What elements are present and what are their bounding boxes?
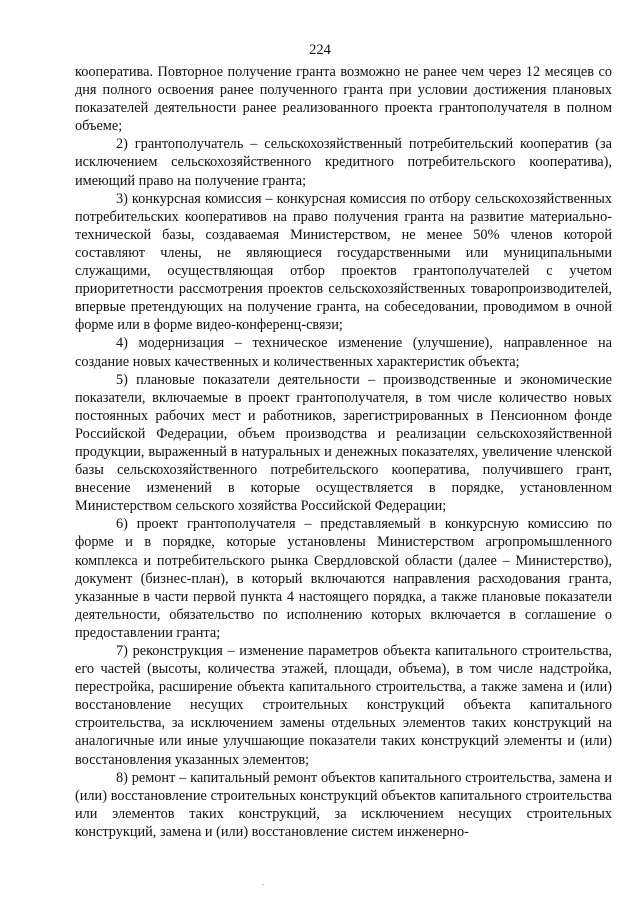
- paragraph-definition-modernization: 4) модернизация – техническое изменение (улучшение), направленное на создание новых качественных и количественных характеристик объекта;: [75, 335, 612, 370]
- paragraph-definition-commission: 3) конкурсная комиссия – конкурсная комиссия по отбору сельскохозяйственных потребительских кооперативов на право получения гранта на развитие материально-технической базы, создаваемая Министерством, не менее 50% членов которой составляют члены, не являющиеся государственными или муниципальными служащими, осуществляющая отбор проектов грантополучателей с учетом приоритетности рассмотрения проектов сельскохозяйственных товаропроизводителей, впервые претендующих на получение гранта, на собеседовании, проводимом в очной форме или в форме видео-конференц-связи;: [75, 190, 612, 334]
- paragraph-definition-repair: 8) ремонт – капитальный ремонт объектов капитального строительства, замена и (или) восстановление строительных конструкций объектов капитального строительства или элементов таких конструкций, за исключением несущих строительных конструкций, замена и (или) восстановление систем инженерно-: [75, 769, 612, 840]
- paragraph-definition-planned-indicators: 5) плановые показатели деятельности – производственные и экономические показатели, включаемые в проект грантополучателя, в том числе количество новых постоянных рабочих мест и работников, зарегистрированных в Пенсионном фонде Российской Федерации, объем производства и реализации сельскохозяйственной продукции, выраженный в натуральных и денежных показателях, увеличение членской базы сельскохозяйственного потребительского кооператива, получившего грант, внесение изменений в которые осуществляется в порядке, установленном Министерством сельского хозяйства Российской Федерации;: [75, 371, 612, 515]
- page-number: 224: [309, 42, 331, 58]
- paragraph-definition-reconstruction: 7) реконструкция – изменение параметров объекта капитального строительства, его частей (высоты, количества этажей, площади, объема), в том числе надстройка, перестройка, расширение объекта капитального строительства, а также замена и (или) восстановление несущих строительных конструкций объекта капитального строительства, за исключением замены отдельных элементов таких конструкций на аналогичные или иные улучшающие показатели таких конструкций элементы и (или) восстановления указанных элементов;: [75, 643, 612, 768]
- paragraph-definition-grantee-project: 6) проект грантополучателя – представляемый в конкурсную комиссию по форме и в порядке, которые установлены Министерством агропромышленного комплекса и потребительского рынка Свердловской области (далее – Министерство), документ (бизнес-план), в который включаются направления расходования гранта, указанные в части первой пункта 4 настоящего порядка, а также плановые показатели деятельности, обязательство по исполнению которых включается в соглашение о предоставлении гранта;: [75, 516, 612, 641]
- scan-artifact: [262, 884, 264, 885]
- paragraph-continuation: кооператива. Повторное получение гранта возможно не ранее чем через 12 месяцев со дня полного освоения ранее полученного гранта при условии достижения плановых показателей деятельности ранее реализованного проекта грантополучателя в полном объеме;: [75, 64, 612, 135]
- document-body: [75, 63, 612, 841]
- paragraph-definition-grantee: 2) грантополучатель – сельскохозяйственный потребительский кооператив (за исключением сельскохозяйственного кредитного потребительского кооператива), имеющий право на получение гранта;: [75, 136, 612, 189]
